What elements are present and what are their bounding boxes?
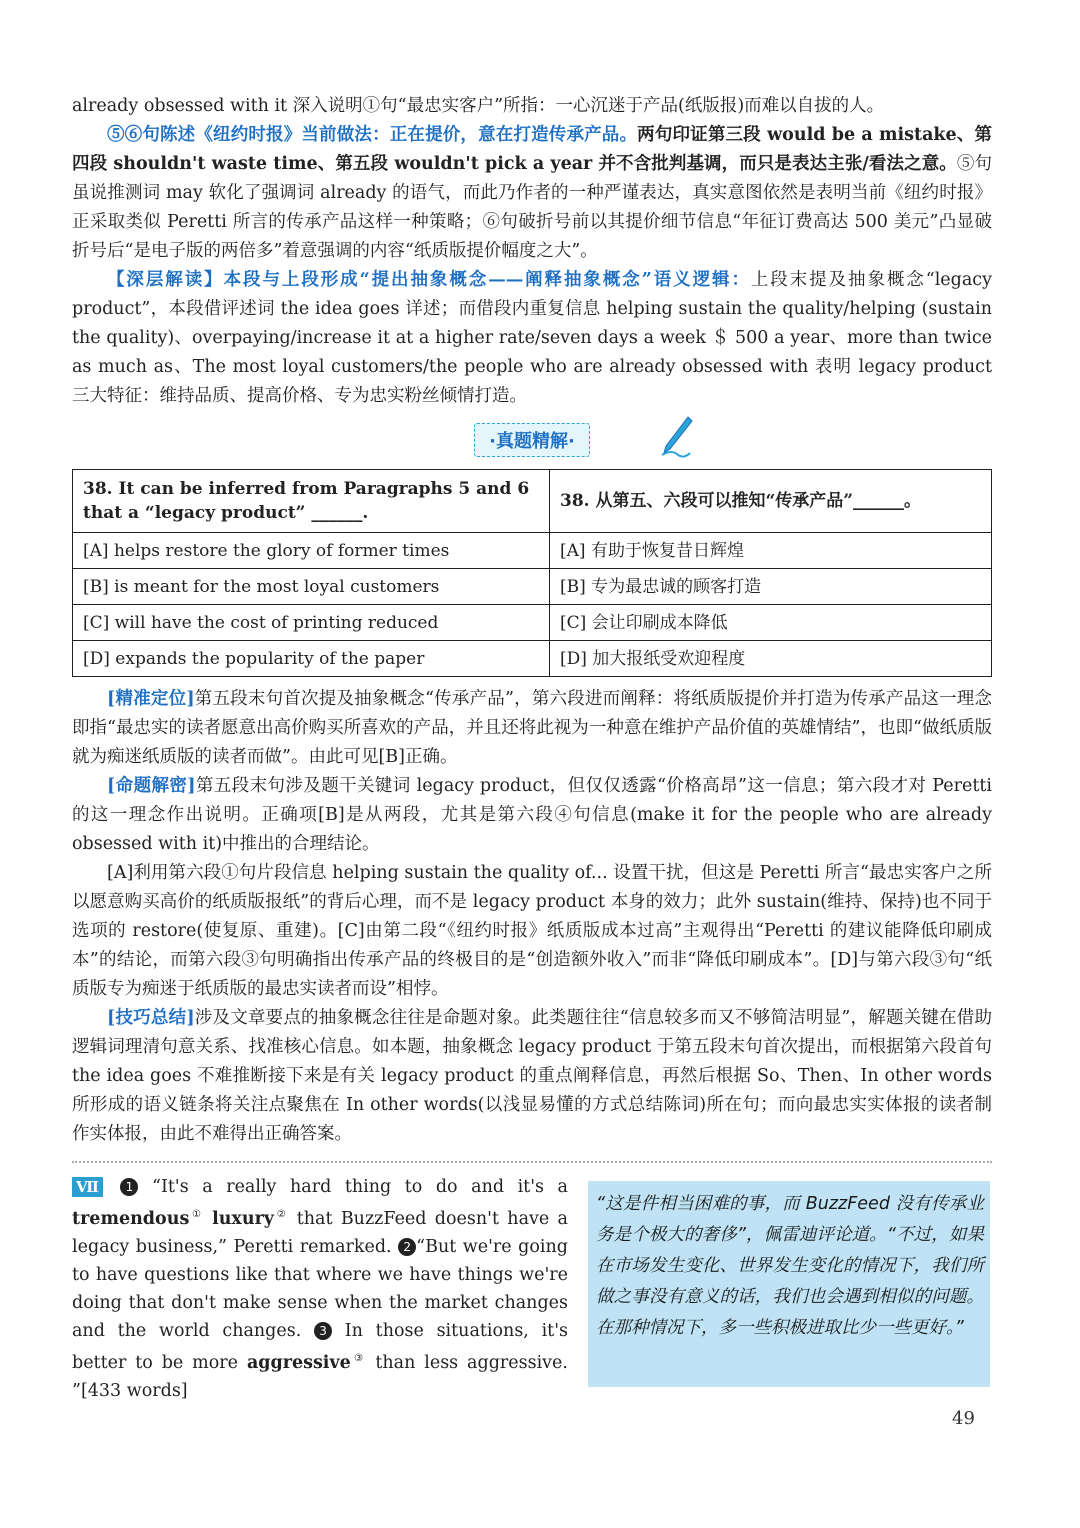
option-a-en: [A] helps restore the glory of former times (73, 533, 550, 569)
distractor-analysis-paragraph: [A]利用第六段①句片段信息 helping sustain the quality of... 设置干扰，但这是 Peretti 所言“最忠实客户之所以愿意购买高价的纸质版报纸”的背后心理，而不是 legacy product 本身的效力；此外 sustain(维持、保持)也不同于选项的 restore(使复原、重建)。[C]由第二段“《纽约时报》纸质版成本过高”主观得出“Peretti 的建议能降低印刷成本”的结论，而第六段③句明确指出传承产品的终极目的是“创造额外收入”而非“降低印刷成本”。[D]与第六段③句“纸质版专为痴迷于纸质版的最忠实读者而设”相悖。 (72, 863, 992, 999)
option-row-d (73, 641, 992, 677)
page-number: 49 (952, 1408, 975, 1429)
bold-sentence: 两句印证第三段 would be a mistake、第四段 shouldn't waste time、第五段 wouldn't pick a year 并不含批判基调，而只是表达主张/看法之意。 (72, 125, 993, 174)
sentence-number-2: 2 (398, 1238, 416, 1256)
option-row-b (73, 569, 992, 605)
skill-summary-text: 涉及文章要点的抽象概念往往是命题对象。此类题往往“信息较多而又不够简洁明显”，解题关键在借助逻辑词理清句意关系、找准核心信息。如本题，抽象概念 legacy product 于第五段末句首次提出，而根据第六段首句 the idea goes 不难推断接下来是有关 legacy product 的重点阐释信息，再然后根据 So、Then、In other words 所形成的语义链条将关注点聚焦在 In other words(以浅显易懂的方式总结陈词)所在句；而向最忠实实体报的读者制作实体报，由此不难得出正确答案。 (72, 1008, 992, 1144)
vocab-aggressive: aggressive (246, 1352, 351, 1373)
sentence-1b: that BuzzFeed doesn't have a legacy business,” Peretti remarked. (72, 1208, 568, 1257)
option-d-en: [D] expands the popularity of the paper (73, 641, 550, 677)
question-stem-cn: 38. 从第五、六段可以推知“传承产品”______。 (550, 470, 992, 533)
question-design-paragraph (72, 772, 992, 859)
vocab-note-2: ② (273, 1209, 289, 1220)
question-design-text: 第五段末句涉及题干关键词 legacy product，但仅仅透露“价格高昂”这一信息；第六段才对 Peretti 的这一理念作出说明。正确项[B]是从两段，尤其是第六段④句信息(make it for the people who are already obsessed with it)中推出的合理结论。 (72, 776, 992, 854)
question-table (72, 469, 992, 677)
section-number-badge: Ⅶ (72, 1177, 103, 1197)
deep-reading-tag: 【深层解读】本段与上段形成“提出抽象概念——阐释抽象概念”语义逻辑： (107, 270, 751, 290)
section-banner (72, 423, 992, 461)
banner-label: ·真题精解· (474, 423, 590, 457)
skill-summary-tag: [技巧总结] (107, 1008, 195, 1028)
vocab-tremendous: tremendous (72, 1208, 190, 1229)
sentence-1a: “It's a really hard thing to do and it's a (152, 1177, 568, 1197)
sentence-number-1: 1 (120, 1178, 138, 1196)
paragraph-five-six (72, 121, 992, 266)
sentence-2: “But we're going to have questions like that where we have things we're doing that don't make sense when the market changes and the world changes. (72, 1236, 568, 1341)
paragraph-intro: already obsessed with it 深入说明①句“最忠实客户”所指：一心沉迷于产品(纸版报)而难以自拔的人。 (72, 96, 885, 116)
translation-box: “这是件相当困难的事，而 BuzzFeed 没有传承业务是个极大的奢侈”，佩雷迪评论道。“不过，如果在市场发生变化、世界发生变化的情况下，我们所做之事没有意义的话，我们也会遇到相似的问题。在那种情况下，多一些积极进取比少一些更好。” (588, 1181, 990, 1387)
vocab-note-3: ③ (350, 1352, 367, 1364)
option-b-cn: [B] 专为最忠诚的顾客打造 (550, 569, 992, 605)
option-c-cn: [C] 会让印刷成本降低 (550, 605, 992, 641)
sentence-3: In those situations, it's better to be more (72, 1320, 569, 1373)
vocab-note-1: ① (189, 1209, 204, 1220)
section-seven (72, 1173, 992, 1403)
option-a-cn: [A] 有助于恢复昔日辉煌 (550, 533, 992, 569)
highlight-sentence: ⑤⑥句陈述《纽约时报》当前做法：正在提价，意在打造传承产品。 (107, 125, 638, 145)
option-row-c (73, 605, 992, 641)
question-stem-en: 38. It can be inferred from Paragraphs 5 and 6 that a “legacy product” ______. (73, 470, 550, 533)
question-design-tag: [命题解密] (107, 776, 196, 796)
option-c-en: [C] will have the cost of printing reduced (73, 605, 550, 641)
divider (72, 1161, 992, 1163)
option-b-en: [B] is meant for the most loyal customers (73, 569, 550, 605)
precise-location-tag: [精准定位] (107, 689, 195, 709)
sentence-number-3: 3 (314, 1322, 332, 1340)
deep-reading-paragraph (72, 266, 992, 411)
precise-location-text: 第五段末句首次提及抽象概念“传承产品”，第六段进而阐释：将纸质版提价并打造为传承产品这一理念即指“最忠实的读者愿意出高价购买所喜欢的产品，并且还将此视为一种意在维护产品价值的英雄情结”，也即“做纸质版就为痴迷纸质版的读者而做”。由此可见[B]正确。 (72, 689, 992, 767)
deep-reading-text: 上段末提及抽象概念“legacy product”，本段借评述词 the idea goes 详述；而借段内重复信息 helping sustain the quality/helping (sustain the quality)、overpaying/increase it at a higher rate/seven days a week ＄ 500 a year、more than twice as much as、The most loyal customers/the people who are already obsessed with 表明 legacy product 三大特征：维持品质、提高价格、专为忠实粉丝倾情打造。 (72, 270, 992, 406)
vocab-luxury: luxury (212, 1208, 274, 1229)
english-passage (72, 1173, 568, 1405)
precise-location-paragraph (72, 685, 992, 772)
question-stem-row (73, 470, 992, 533)
paragraph-text: ⑤句虽说推测词 may 软化了强调词 already 的语气，而此乃作者的一种严谨表达，真实意图依然是表明当前《纽约时报》正采取类似 Peretti 所言的传承产品这样一种策略；⑥句破折号前以其提价细节信息“年征订费高达 500 美元”凸显破折号后“是电子版的两倍多”着意强调的内容“纸质版提价幅度之大”。 (72, 154, 993, 261)
sentence-3b: than less aggressive. ”[433 words] (72, 1352, 568, 1401)
page-content (72, 92, 992, 1403)
option-d-cn: [D] 加大报纸受欢迎程度 (550, 641, 992, 677)
option-row-a (73, 533, 992, 569)
pen-icon (658, 415, 694, 459)
skill-summary-paragraph (72, 1004, 992, 1149)
